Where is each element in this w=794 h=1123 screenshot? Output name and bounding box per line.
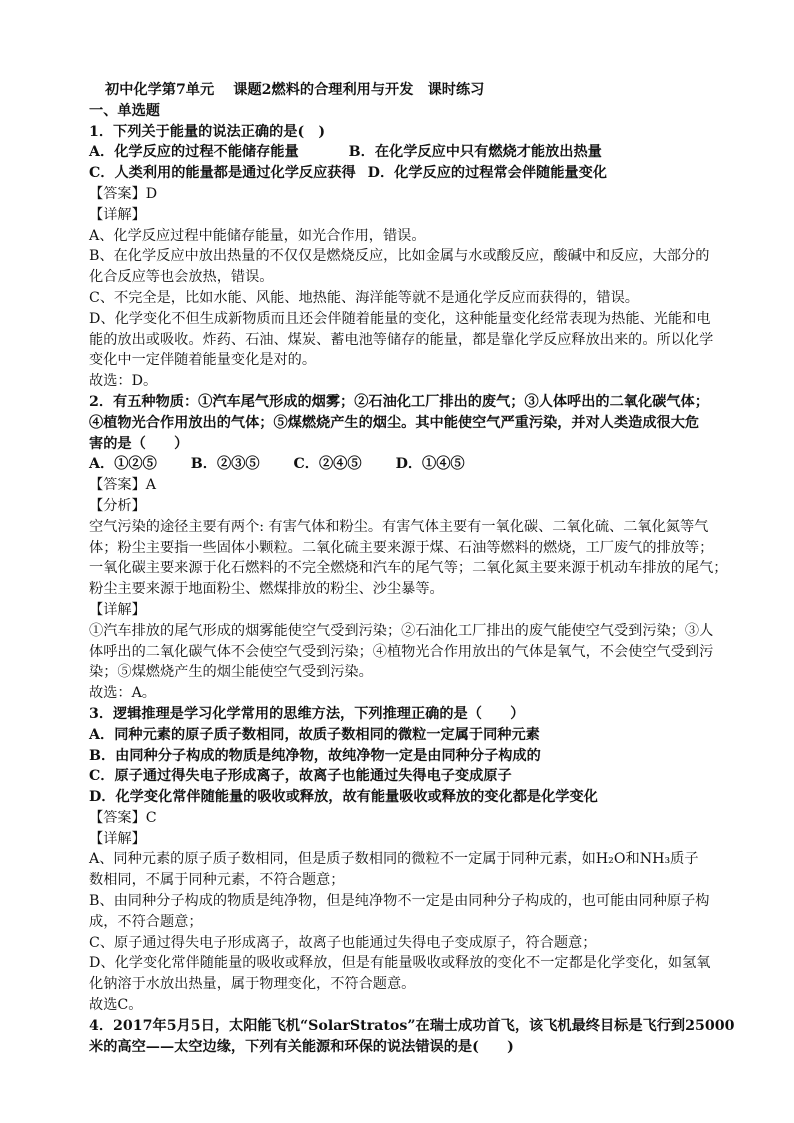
q2-conclusion: 故选：A。	[89, 685, 156, 702]
q3-answer: 【答案】C	[89, 809, 157, 826]
q3-detail-line: D、化学变化常伴随能量的吸收或释放，但是有能量吸收或释放的变化不一定都是化学变化，如氢氧	[89, 955, 711, 972]
q3-option-a: A．同种元素的原子质子数相同，故质子数相同的微粒一定属于同种元素	[89, 726, 540, 743]
q1-detail-line: D、化学变化不但生成新物质而且还会伴随着能量的变化，这种能量变化经常表现为热能、光能和电	[89, 310, 711, 327]
q2-analysis-line: 一氧化碳主要来源于化石燃料的不完全燃烧和汽车的尾气等；二氧化氮主要来源于机动车排放的尾气；	[89, 560, 728, 577]
q1-options-row-2	[89, 163, 709, 184]
q1-detail-line: C、不完全是，比如水能、风能、地热能、海洋能等就不是通化学反应而获得的，错误。	[89, 289, 639, 306]
page-title: 初中化学第7单元 课题2燃料的合理利用与开发 课时练习	[105, 82, 485, 98]
q2-detail-line: 染；⑤煤燃烧产生的烟尘能使空气受到污染。	[89, 664, 373, 681]
q2-stem-line: 害的是（ ）	[89, 435, 189, 452]
q1-option-d: D．化学反应的过程常会伴随能量变化	[367, 165, 607, 182]
section-heading: 一、单选题	[89, 102, 160, 119]
q2-stem-line: ④植物光合作用放出的气体；⑤煤燃烧产生的烟尘。其中能使空气严重污染，并对人类造成很大危	[89, 414, 700, 431]
q2-option-c: C．②④⑤	[293, 456, 362, 473]
q3-conclusion: 故选C。	[89, 997, 143, 1014]
q1-option-c: C．人类利用的能量都是通过化学反应获得	[89, 165, 356, 182]
q1-detail-line: 变化中一定伴随着能量变化是对的。	[89, 352, 317, 369]
q2-detail-line: 体呼出的二氧化碳气体不会使空气受到污染；④植物光合作用放出的气体是氧气，不会使空气受到污	[89, 643, 714, 660]
q1-detail-line: 化合反应等也会放热，错误。	[89, 269, 274, 286]
document-page	[89, 80, 735, 1057]
q2-options	[89, 454, 709, 475]
q3-stem: 3．逻辑推理是学习化学常用的思维方法，下列推理正确的是（ ）	[89, 705, 525, 722]
q3-option-d: D．化学变化常伴随能量的吸收或释放，故有能量吸收或释放的变化都是化学变化	[89, 789, 598, 806]
q2-option-b: B．②③⑤	[190, 456, 260, 473]
q2-analysis-line: 粉尘主要来源于地面粉尘、燃煤排放的粉尘、沙尘暴等。	[89, 581, 444, 598]
q1-detail-line: 能的放出或吸收。炸药、石油、煤炭、蓄电池等储存的能量，都是靠化学反应释放出来的。所以化学	[89, 331, 714, 348]
q3-detail-line: A、同种元素的原子质子数相同，但是质子数相同的微粒不一定属于同种元素，如H₂O和NH₃质子	[89, 851, 699, 868]
q1-conclusion: 故选：D。	[89, 373, 158, 390]
q4-stem-line: 米的高空——太空边缘，下列有关能源和环保的说法错误的是( )	[89, 1038, 514, 1055]
q2-detail-line: ①汽车排放的尾气形成的烟雾能使空气受到污染；②石油化工厂排出的废气能使空气受到污染；③人	[89, 622, 714, 639]
q3-detail-line: C、原子通过得失电子形成离子，故离子也能通过失得电子变成原子，符合题意；	[89, 934, 597, 951]
q2-option-d: D．①④⑤	[395, 456, 465, 473]
q2-analysis-heading: 【分析】	[89, 497, 146, 514]
q1-stem: 1．下列关于能量的说法正确的是( )	[89, 123, 326, 140]
q2-analysis-line: 体；粉尘主要指一些固体小颗粒。二氧化硫主要来源于煤、石油等燃料的燃烧，工厂废气的排放等；	[89, 539, 714, 556]
q4-stem-line: 4．2017年5月5日，太阳能飞机“SolarStratos”在瑞士成功首飞，该飞机最终目标是飞行到25000	[89, 1017, 735, 1034]
q2-answer: 【答案】A	[89, 477, 156, 494]
q3-detail-line: 数相同，不属于同种元素，不符合题意；	[89, 872, 345, 889]
q1-detail-heading: 【详解】	[89, 206, 146, 223]
q1-answer: 【答案】D	[89, 185, 158, 202]
q2-analysis-line: 空气污染的途径主要有两个: 有害气体和粉尘。有害气体主要有一氧化碳、二氧化硫、二氧化氮等气	[89, 518, 709, 535]
q3-detail-line: 成，不符合题意；	[89, 913, 203, 930]
q3-detail-line: 化钠溶于水放出热量，属于物理变化，不符合题意。	[89, 976, 416, 993]
q3-detail-heading: 【详解】	[89, 830, 146, 847]
q1-detail-line: B、在化学反应中放出热量的不仅仅是燃烧反应，比如金属与水或酸反应，酸碱中和反应，大部分的	[89, 248, 710, 265]
q2-stem-line: 2．有五种物质：①汽车尾气形成的烟雾；②石油化工厂排出的废气；③人体呼出的二氧化碳气体；	[89, 393, 709, 410]
q3-option-c: C．原子通过得失电子形成离子，故离子也能通过失得电子变成原子	[89, 768, 512, 785]
q3-detail-line: B、由同种分子构成的物质是纯净物，但是纯净物不一定是由同种分子构成的，也可能由同种原子构	[89, 893, 710, 910]
q2-option-a: A．①②⑤	[89, 456, 157, 473]
q1-options-row-1	[89, 142, 709, 163]
q1-option-b: B．在化学反应中只有燃烧才能放出热量	[348, 144, 602, 161]
q1-option-a: A．化学反应的过程不能储存能量	[89, 144, 299, 161]
q3-option-b: B．由同种分子构成的物质是纯净物，故纯净物一定是由同种分子构成的	[89, 747, 541, 764]
q1-detail-line: A、化学反应过程中能储存能量，如光合作用，错误。	[89, 227, 426, 244]
q2-detail-heading: 【详解】	[89, 601, 146, 618]
